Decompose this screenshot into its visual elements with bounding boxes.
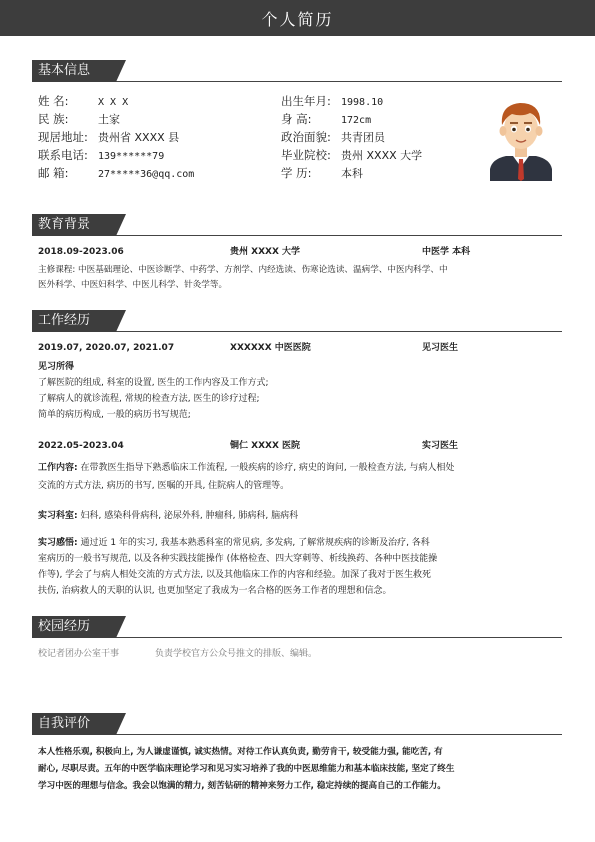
self-eval-line3: 学习中医的理想与信念。我会以饱满的精力, 刻苦钻研的精神来努力工作, 稳定持续的提高自己的工作能力。 [38,781,446,791]
job2-rotation-label: 实习科室: [38,511,78,521]
section-title-self: 自我评价 [32,713,116,735]
email-value: 27*****36@qq.com [98,169,195,180]
phone-row [38,147,164,163]
section-header-education [32,214,562,236]
job2-reflection-line1 [38,537,430,549]
phone-label: 联系电话: [38,148,88,162]
education-courses-line1: 主修课程: 中医基础理论、中医诊断学、中药学、方剂学、内经选读、伤寒论选读、温病学、中医内科学、中 [38,265,448,275]
self-eval-line1: 本人性格乐观, 积极向上, 为人谦虚谨慎, 诚实热情。对待工作认真负责, 勤劳肯干, 较受能力强, 能吃苦, 有 [38,747,443,757]
section-header-self [32,713,562,735]
job2-rotation-text: 妇科, 感染科骨病科, 泌尿外科, 肿瘤科, 肺病科, 脑病科 [77,511,299,521]
job1-gain-title: 见习所得 [38,362,75,372]
address-label: 现居地址: [38,130,88,144]
job2-content-line1 [38,462,454,474]
job1-gain-line3: 简单的病历构成, 一般的病历书写规范; [38,410,191,420]
job2-content-text: 在带教医生指导下熟悉临床工作流程, 一般疾病的诊疗, 病史的询问, 一般检查方法, 与病人相处 [77,463,455,473]
job2-date: 2022.05-2023.04 [38,441,124,451]
campus-role: 校记者团办公室干事 [38,649,120,659]
avatar-icon [486,95,556,181]
campus-desc: 负责学校官方公众号推文的排版、编辑。 [155,649,318,659]
email-row [38,165,194,181]
phone-value: 139******79 [98,151,165,162]
self-eval-line2: 耐心, 尽职尽责。五年的中医学临床理论学习和见习实习培养了我的中医思维能力和基本临床技能, 坚定了终生 [38,764,455,774]
school-value: 贵州 XXXX 大学 [341,149,423,162]
job1-role: 见习医生 [422,343,459,353]
education-school: 贵州 XXXX 大学 [230,247,301,257]
resume-title-bar [0,0,595,36]
education-courses-line2: 医外科学、中医妇科学、中医儿科学、针灸学等。 [38,280,228,290]
job2-rotation [38,510,298,522]
height-value: 172cm [341,115,372,126]
degree-value: 本科 [341,167,363,180]
politics-label: 政治面貌: [281,130,331,144]
height-row [281,111,371,127]
name-value: X X X [98,97,129,108]
job1-gain-line2: 了解病人的就诊流程, 常规的检查方法, 医生的诊疗过程; [38,394,260,404]
ethnic-value: 土家 [98,113,120,126]
degree-label: 学 历: [281,166,312,180]
birth-label: 出生年月: [281,94,331,108]
job1-place: XXXXXX 中医医院 [230,343,311,353]
education-major: 中医学 本科 [422,247,471,257]
job2-reflection-label: 实习感悟: [38,538,78,548]
job2-reflection-line3: 作等), 学会了与病人相处交流的方式方法, 以及其他临床工作的内容和经验。加深了我对于医生救死 [38,570,431,580]
address-row [38,129,179,145]
job1-date: 2019.07, 2020.07, 2021.07 [38,343,175,353]
politics-row [281,129,385,145]
ethnic-label: 民 族: [38,112,69,126]
section-title-basic: 基本信息 [32,60,116,82]
degree-row [281,165,363,181]
email-label: 邮 箱: [38,166,69,180]
section-header-campus [32,616,562,638]
birth-value: 1998.10 [341,97,384,108]
job2-reflection-text: 通过近 1 年的实习, 我基本熟悉科室的常见病, 多发病, 了解常规疾病的诊断及治疗, 各科 [77,538,430,548]
name-label: 姓 名: [38,94,69,108]
school-label: 毕业院校: [281,148,331,162]
job2-reflection-line4: 扶伤, 治病救人的天职的认识, 也更加坚定了我成为一名合格的医务工作者的理想和信念。 [38,586,392,596]
section-header-work [32,310,562,332]
address-value: 贵州省 XXXX 县 [98,131,180,144]
name-row [38,93,128,109]
ethnic-row [38,111,120,127]
job2-role: 实习医生 [422,441,459,451]
job1-gain-line1: 了解医院的组成, 科室的设置, 医生的工作内容及工作方式; [38,378,269,388]
section-title-campus: 校园经历 [32,616,116,638]
section-header-basic [32,60,562,82]
school-row [281,147,422,163]
birth-row [281,93,383,109]
height-label: 身 高: [281,112,312,126]
job2-reflection-line2: 室病历的一般书写规范, 以及各种实践技能操作 (体格检查、四大穿刺等、析线换药、各种中医技能操 [38,554,438,564]
section-title-education: 教育背景 [32,214,116,236]
job2-place: 铜仁 XXXX 医院 [230,441,301,451]
resume-title: 个人简历 [261,9,334,29]
job2-content-line2: 交流的方式方法, 病历的书写, 医嘱的开具, 住院病人的管理等。 [38,481,290,491]
section-title-work: 工作经历 [32,310,116,332]
education-date: 2018.09-2023.06 [38,247,124,257]
job2-content-label: 工作内容: [38,463,78,473]
politics-value: 共青团员 [341,131,385,144]
